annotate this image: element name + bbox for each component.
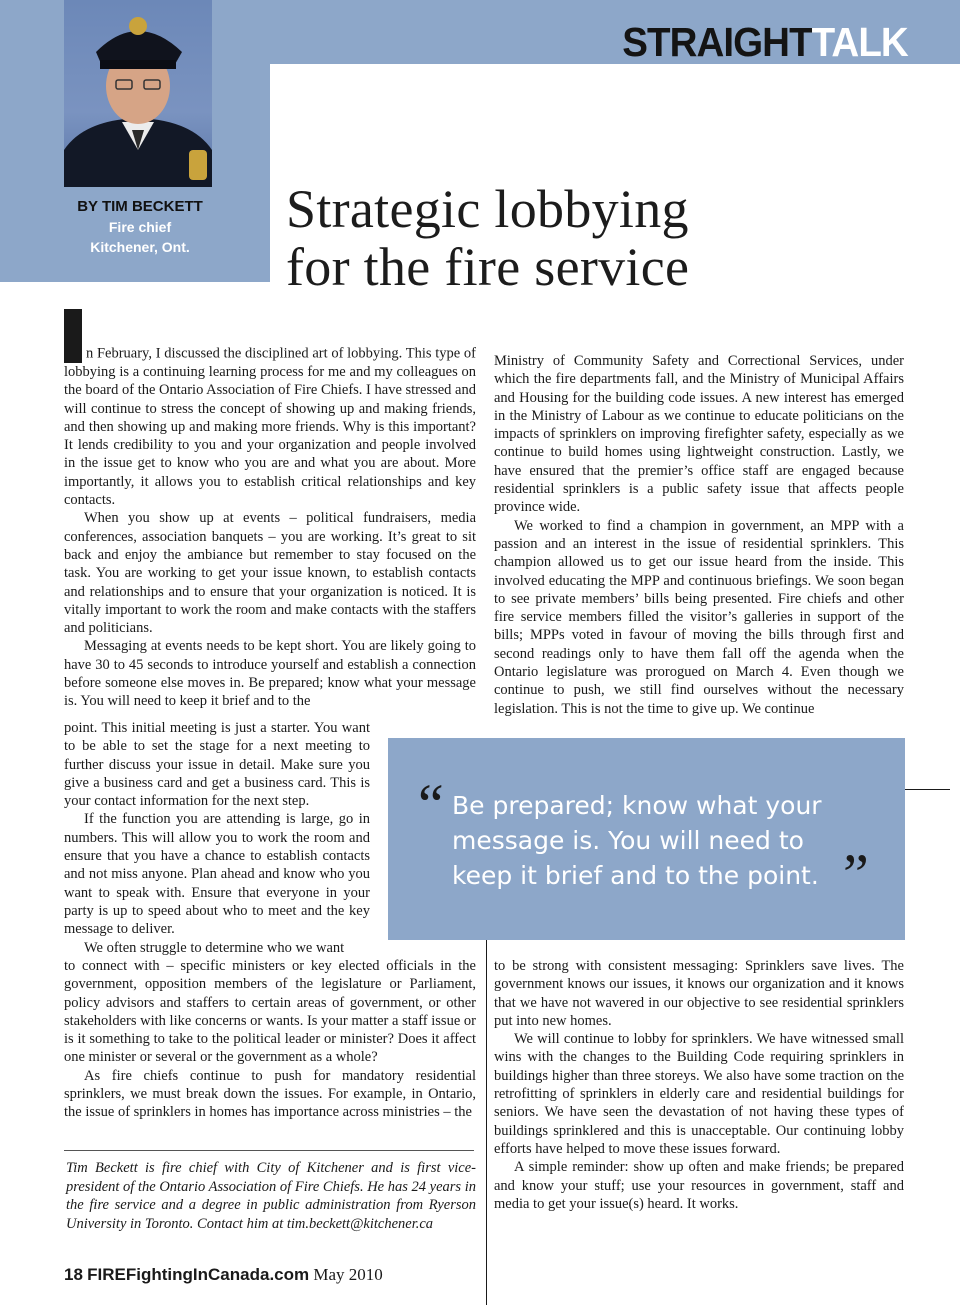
author-location: Kitchener, Ont.: [90, 239, 190, 255]
paragraph: point. This initial meeting is just a starter. You want to be able to set the stage for a next meeting to further discuss your issue in detail. Make sure you give a business card and get a business card. This is your contact information for the next step.: [64, 720, 370, 810]
paragraph: We worked to find a champion in government, an MPP with a passion and an interest in the issue of residential sprinklers. This champion allowed us to get our issue heard from the inside. This involved educating the MPP and continuous briefings. We soon began to see private members’ bills being presented. Fire chiefs and other fire service members filled the visitor’s galleries in support of the bills; MPPs voted in favour of moving the bills through first and second readings only to have them fall off the agenda when the Ontario legislature was prorogued on March 4. Even though we continue to push, we still find ourselves without the necessary legislation. This is not the time to give up. We continue: [494, 517, 904, 717]
paragraph: A simple reminder: show up often and make friends; be prepared and know your stuff; use your resources in government, staff and media to get your issue(s) heard. It works.: [494, 1159, 904, 1212]
paragraph: to connect with – specific ministers or key elected officials in the government, opposition members of the legislature or Parliament, policy advisors and staffers to certain areas of government, or other stakeholders with like concerns or wants. Is your matter a staff issue or is it something to take to the political leader or minister? Does it affect one minister or several or the government as a whole?: [64, 958, 476, 1066]
author-photo: [64, 0, 212, 187]
column-divider: [486, 940, 487, 1305]
right-column-top: [494, 352, 904, 718]
paragraph: When you show up at events – political fundraisers, media conferences, association banquets – you are working. It’s great to sit back and enjoy the ambiance but remember to stay focused on the task. You are working to get your issue known, to establish contacts and relationships and to ensure that your organization is noticed. It is vitally important to work the room and make contacts with the staffers and politicians.: [64, 510, 476, 637]
portrait-illustration: [64, 0, 212, 187]
paragraph: If the function you are attending is large, go in numbers. This will allow you to work the room and ensure that you have a chance to establish contacts and not miss anyone. Plan ahead and know who you want to speak with. Ensure that everyone in your party is up to speed about who to meet and the key message to deliver.: [64, 811, 370, 938]
paragraph: Messaging at events needs to be kept short. You are likely going to have 30 to 45 seconds to introduce yourself and establish a connection before someone else moves in. Be prepared; know what your message is. You will need to keep it brief and to the: [64, 638, 476, 710]
close-quote-mark: ”: [843, 842, 869, 907]
left-column-middle: [64, 719, 370, 957]
left-column-bottom: [64, 957, 476, 1122]
magazine-site: FIREFightingInCanada.com: [87, 1265, 310, 1284]
drop-cap-i: [64, 309, 82, 363]
section-title: STRAIGHTTALK: [622, 19, 908, 65]
headline: Strategic lobbying for the fire service: [286, 179, 690, 297]
right-column-bottom: [494, 957, 904, 1213]
left-column-top: [64, 309, 476, 711]
paragraph: to be strong with consistent messaging: Sprinklers save lives. The government knows our issues, it knows our organization and it knows that we have not wavered in our objective to see residential sprinklers put into new homes.: [494, 958, 904, 1029]
page-footer: [64, 1263, 383, 1287]
byline: [0, 197, 280, 257]
page-number: 18: [64, 1265, 83, 1284]
pull-quote-text: Be prepared; know what your message is. You will need to keep it brief and to the point.: [452, 791, 822, 890]
author-name: BY TIM BECKETT: [77, 198, 203, 215]
paragraph: We will continue to lobby for sprinklers. We have witnessed small wins with the changes to the Building Code requiring sprinklers in buildings higher than three storeys. We also have some traction on the retrofitting of sprinklers in elderly care and residential buildings for seniors. We have seen the devastation of not having these types of buildings sprinklered and this is unacceptable. Our continuing lobby efforts have helped to move these issues forward.: [494, 1031, 904, 1157]
issue-date: May 2010: [313, 1265, 383, 1284]
bio-divider: [64, 1150, 474, 1151]
author-bio: Tim Beckett is fire chief with City of Kitchener and is first vice-president of the Ontario Association of Fire Chiefs. He has 24 years in the fire service and a degree in public administration from Ryerson University in Toronto. Contact him at tim.beckett@kitchener.ca: [66, 1160, 476, 1232]
author-title: Fire chief: [108, 219, 172, 235]
paragraph: Ministry of Community Safety and Correctional Services, under which the fire departments fall, and the Ministry of Municipal Affairs and Housing for the building code issues. A new interest has emerged in the Ministry of Labour as we continue to educate politicians on the impacts of sprinklers on improving firefighter safety, especially as we continue to build homes using lightweight construction. Lastly, we have ensured that the premier’s office staff are engaged because residential sprinklers is a public safety issue that affects people province wide.: [494, 353, 904, 516]
pull-quote-rule: [905, 789, 950, 790]
paragraph: We often struggle to determine who we want: [84, 939, 345, 956]
open-quote-mark: “: [418, 772, 444, 837]
paragraph: As fire chiefs continue to push for mandatory residential sprinklers, we must break down the issues. For example, in Ontario, the issue of sprinklers in homes has importance across ministries – the: [64, 1067, 476, 1121]
pull-quote: [388, 738, 905, 940]
paragraph: n February, I discussed the disciplined art of lobbying. This type of lobbying is a continuing learning process for me and my colleagues on the board of the Ontario Association of Fire Chiefs. I have stressed and will continue to stress the concept of showing up and making friends, and then showing up and making more friends. Why is this important? It lends credibility to you and your organization and people involved in the issue get to know who you are and what you are about. More importantly, it allows you to establish critical relationships and key contacts.: [64, 309, 476, 509]
